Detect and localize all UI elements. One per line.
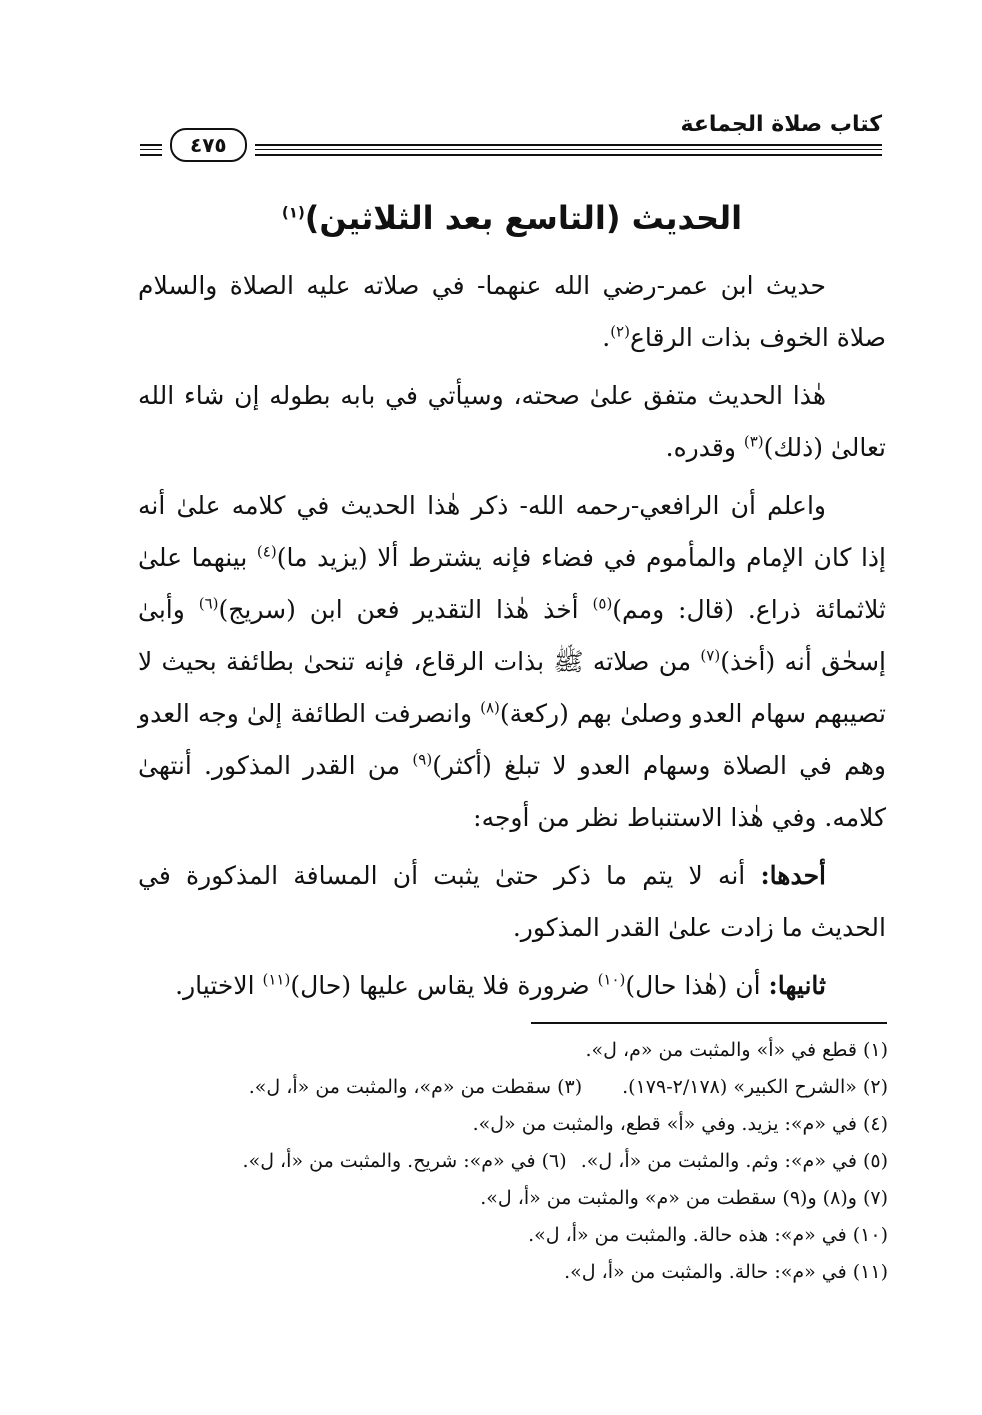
paragraph-text: حديث ابن عمر-رضي الله عنهما- في صلاته عليه الصلاة والسلام صلاة الخوف بذات الرقاع	[138, 271, 886, 352]
paragraph-4	[138, 850, 886, 954]
paragraph-text: أن (هٰذا حال)	[625, 971, 769, 1000]
footnote-text: (١١) في «م»: حالة. والمثبت من «أ، ل».	[564, 1261, 888, 1283]
footnote-ref: (٤)	[256, 542, 277, 561]
paragraph-text: بينهما علىٰ ثلاثمائة ذراع. (قال: ومم)	[138, 543, 886, 624]
footnote-text: (٦) في «م»: شريح. والمثبت من «أ، ل».	[242, 1150, 567, 1172]
paragraph-2	[138, 370, 886, 474]
footnote-text: (٣) سقطت من «م»، والمثبت من «أ، ل».	[248, 1076, 583, 1098]
paragraph-text: أخذ هٰذا التقدير فعن ابن (سريج)	[218, 595, 593, 624]
paragraph-lead: أحدها:	[760, 861, 826, 890]
footnote-text: (٢) «الشرح الكبير» (٢/١٧٨-١٧٩).	[622, 1076, 888, 1098]
footnote-text: (٤) في «م»: يزيد. وفي «أ» قطع، والمثبت من «ل».	[472, 1113, 888, 1135]
paragraph-text: .	[602, 323, 611, 352]
paragraph-text: الاختيار.	[175, 971, 263, 1000]
footnote-item	[140, 1032, 888, 1069]
footnote-item	[140, 1217, 888, 1254]
footnote-ref: (٢)	[610, 322, 630, 341]
footnote-separator	[531, 1022, 887, 1024]
paragraph-3	[138, 480, 886, 844]
footnote-ref: (١)	[281, 203, 305, 222]
footnote-text: (٧) و(٨) و(٩) سقطت من «م» والمثبت من «أ، ل».	[480, 1187, 888, 1209]
page-number-badge	[162, 128, 255, 162]
footnote-ref: (٣)	[743, 432, 764, 451]
footnote-ref: (٩)	[412, 750, 433, 769]
page-number: ٤٧٥	[170, 128, 247, 162]
footnote-item	[140, 1106, 888, 1143]
footnote-item	[140, 1069, 888, 1106]
main-text	[138, 190, 886, 1018]
hadith-title-text: الحديث (التاسع بعد الثلاثين)	[304, 199, 743, 237]
paragraph-text: من صلاته ﷺ بذات الرقاع، فإنه تنحىٰ بطائفة بحيث لا تصيبهم سهام العدو وصلىٰ بهم (ركعة)	[138, 647, 886, 728]
paragraph-text: من القدر المذكور. أنتهىٰ كلامه. وفي هٰذا الاستنباط نظر من أوجه:	[138, 751, 886, 832]
paragraph-text: واعلم أن الرافعي-رحمه الله- ذكر هٰذا الحديث في كلامه علىٰ أنه إذا كان الإمام والمأموم في فضاء فإنه يشترط ألا (يزيد ما)	[138, 491, 886, 572]
paragraph-text: وأبىٰ إسحٰق أنه (أخذ)	[138, 595, 886, 676]
paragraph-5	[138, 960, 886, 1012]
hadith-title	[138, 190, 886, 246]
footnotes	[140, 1032, 888, 1291]
footnote-item	[140, 1254, 888, 1291]
footnote-text: (١٠) في «م»: هذه حالة. والمثبت من «أ، ل».	[528, 1224, 888, 1246]
footnote-ref: (٧)	[700, 646, 721, 665]
footnote-text: (١) قطع في «أ» والمثبت من «م، ل».	[585, 1039, 888, 1061]
paragraph-text: أنه لا يتم ما ذكر حتىٰ يثبت أن المسافة المذكورة في الحديث ما زادت علىٰ القدر المذكور.	[138, 861, 886, 942]
footnote-text: (٥) في «م»: وثم. والمثبت من «أ، ل».	[580, 1150, 888, 1172]
paragraph-text: وانصرفت الطائفة إلىٰ وجه العدو وهم في الصلاة وسهام العدو لا تبلغ (أكثر)	[138, 699, 886, 780]
footnote-ref: (١٠)	[597, 970, 626, 989]
paragraph-lead: ثانيها:	[768, 971, 826, 1000]
footnote-ref: (٥)	[592, 594, 613, 613]
footnote-ref: (١١)	[262, 970, 291, 989]
footnote-item	[140, 1180, 888, 1217]
book-title: كتاب صلاة الجماعة	[671, 112, 882, 137]
paragraph-text: هٰذا الحديث متفق علىٰ صحته، وسيأتي في بابه بطوله إن شاء الله تعالىٰ (ذلك)	[138, 381, 886, 462]
paragraph-text: ضرورة فلا يقاس عليها (حال)	[290, 971, 598, 1000]
paragraph-1	[138, 260, 886, 364]
footnote-ref: (٦)	[198, 594, 219, 613]
paragraph-text: وقدره.	[665, 433, 744, 462]
footnote-ref: (٨)	[480, 698, 500, 717]
footnote-item	[140, 1143, 888, 1180]
page-header	[140, 108, 882, 160]
